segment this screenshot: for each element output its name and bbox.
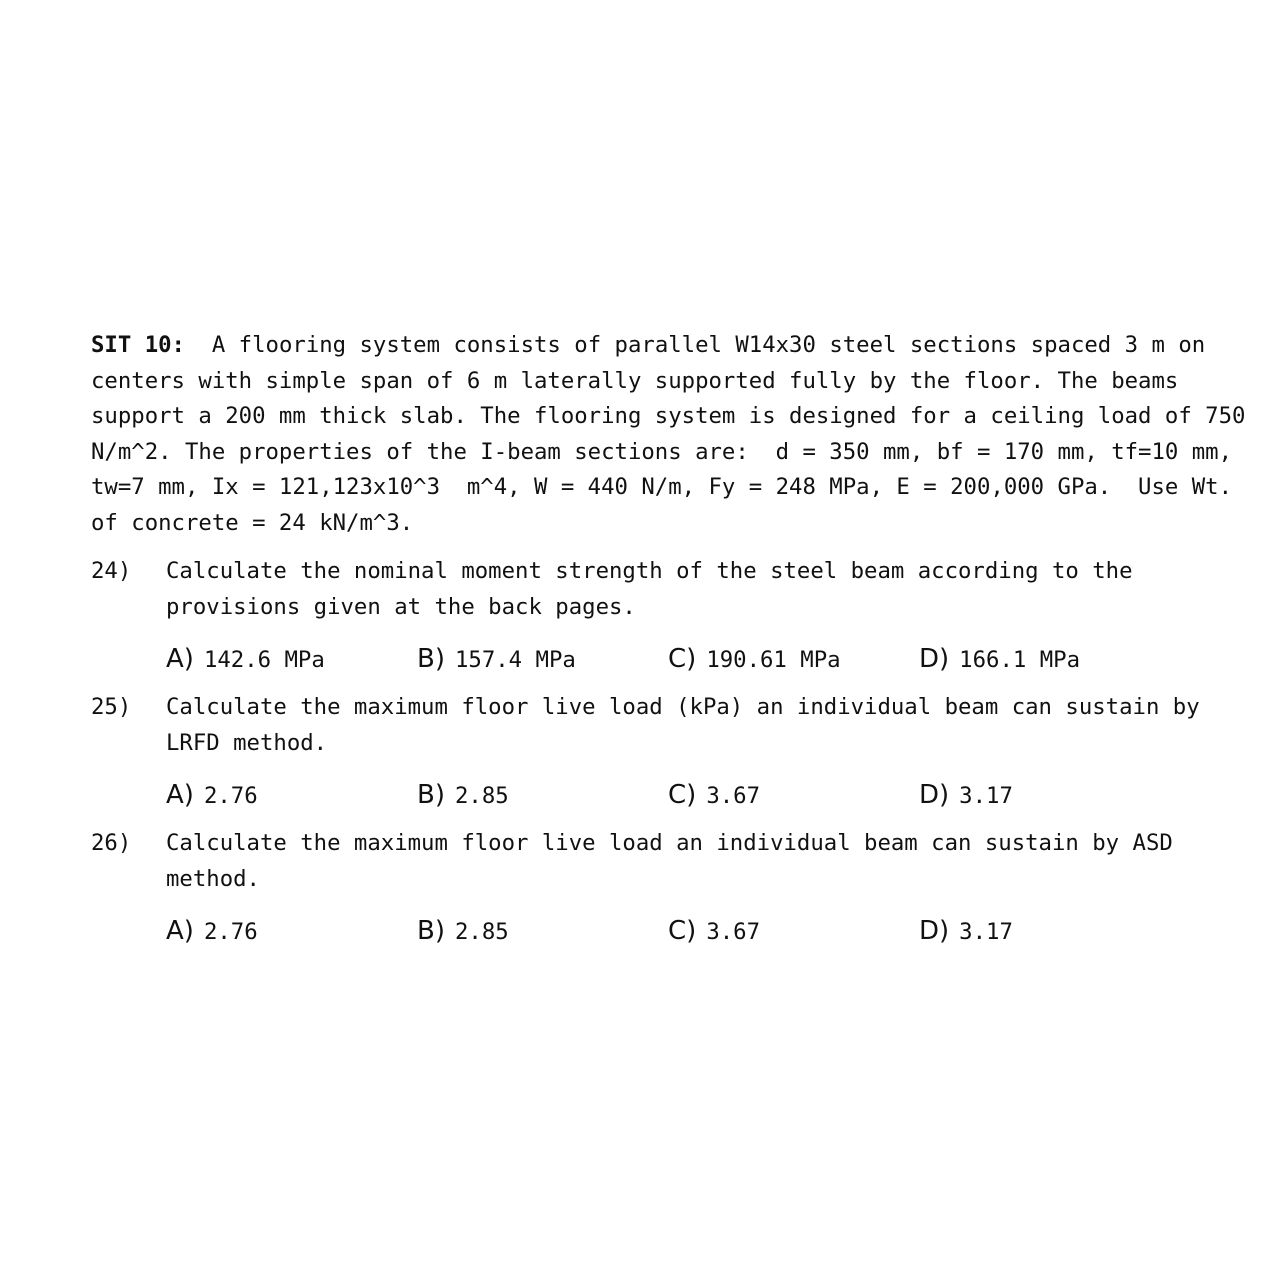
choice-value: 190.61 MPa <box>706 647 841 673</box>
choice-value: 2.76 <box>203 919 258 945</box>
situation-label: SIT 10: <box>91 332 185 358</box>
choice-letter: C) <box>668 780 697 810</box>
question-text: Calculate the maximum floor live load (kPa) an individual beam can sustain by LRFD method. <box>166 694 1200 756</box>
choice-value: 2.85 <box>454 783 509 809</box>
choice-letter: A) <box>166 780 194 810</box>
choice-d <box>919 913 1013 950</box>
choice-a <box>166 777 258 814</box>
choice-letter: D) <box>919 780 950 810</box>
question-text: Calculate the maximum floor live load an individual beam can sustain by ASD method. <box>166 830 1173 892</box>
choice-a <box>166 913 258 950</box>
choice-b <box>417 913 509 950</box>
choice-b <box>417 641 576 678</box>
choice-letter: A) <box>166 916 194 946</box>
question-25 <box>91 690 1251 761</box>
choice-value: 142.6 MPa <box>203 647 325 673</box>
choices-26 <box>166 913 1251 949</box>
choice-a <box>166 641 325 678</box>
choice-letter: D) <box>919 644 950 674</box>
question-26 <box>91 826 1251 897</box>
choice-value: 157.4 MPa <box>454 647 576 673</box>
choice-value: 3.17 <box>959 919 1013 945</box>
choice-c <box>668 641 841 678</box>
choice-d <box>919 777 1013 814</box>
choice-value: 3.67 <box>706 919 761 945</box>
choice-d <box>919 641 1080 678</box>
choice-c <box>668 913 760 950</box>
question-number: 24) <box>91 558 132 584</box>
choice-value: 2.85 <box>454 919 509 945</box>
choice-letter: A) <box>166 644 194 674</box>
choice-letter: C) <box>668 644 697 674</box>
choice-value: 2.76 <box>203 783 258 809</box>
question-number: 26) <box>91 830 132 856</box>
choice-letter: B) <box>417 780 445 810</box>
choice-b <box>417 777 509 814</box>
choice-letter: B) <box>417 644 445 674</box>
choices-24 <box>166 641 1251 677</box>
choice-letter: C) <box>668 916 697 946</box>
question-number: 25) <box>91 694 132 720</box>
question-text: Calculate the nominal moment strength of the steel beam according to the provisions given at the back pages. <box>166 558 1133 620</box>
document-body <box>91 328 1259 949</box>
choice-c <box>668 777 760 814</box>
situation-text: A flooring system consists of parallel W14x30 steel sections spaced 3 m on centers with simple span of 6 m laterally supported fully by the floor. The beams support a 200 mm thick slab. The flooring system is designed for a ceiling load of 750 N/m^2. The properties of the I-beam sections are: d = 350 mm, bf = 170 mm, tf=10 mm, tw=7 mm, Ix = 121,123x10^3 m^4, W = 440 N/m, Fy = 248 MPa, E = 200,000 GPa. Use Wt. of concrete = 24 kN/m^3. <box>91 332 1259 536</box>
question-24 <box>91 554 1251 625</box>
choices-25 <box>166 777 1251 813</box>
choice-value: 166.1 MPa <box>959 647 1080 673</box>
choice-value: 3.67 <box>706 783 761 809</box>
situation-paragraph <box>91 328 1259 541</box>
choice-value: 3.17 <box>959 783 1013 809</box>
choice-letter: D) <box>919 916 950 946</box>
choice-letter: B) <box>417 916 445 946</box>
